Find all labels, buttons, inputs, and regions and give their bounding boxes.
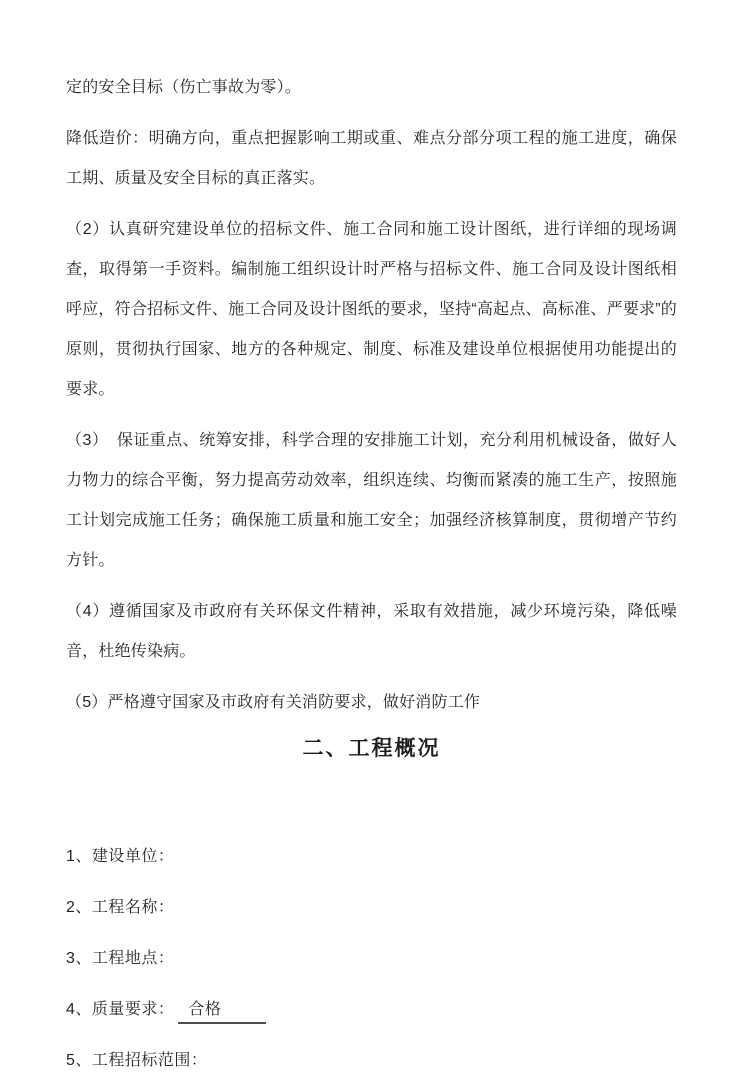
info-item-project-location [66, 944, 677, 974]
section-heading-project-overview: 二、工程概况 [302, 737, 441, 760]
info-item-label: 1、建设单位： [66, 848, 175, 865]
info-item-quality-requirement [66, 995, 677, 1025]
paragraph-cost-reduction: 降低造价：明确方向，重点把握影响工期或重、难点分部分项工程的施工进度，确保工期、质量及安全目标的真正落实。 [66, 130, 677, 187]
quality-requirement-value: 合格 [178, 998, 266, 1024]
paragraph-item-3: （3） 保证重点、统筹安排，科学合理的安排施工计划，充分利用机械设备，做好人力物力的综合平衡，努力提高劳动效率，组织连续、均衡而紧凑的施工生产，按照施工计划完成施工任务；确保施工质量和施工安全；加强经济核算制度，贯彻增产节约方针。 [66, 432, 677, 569]
project-info-list [66, 842, 677, 1076]
paragraph-item-2: （2）认真研究建设单位的招标文件、施工合同和施工设计图纸，进行详细的现场调查，取得第一手资料。编制施工组织设计时严格与招标文件、施工合同及设计图纸相呼应，符合招标文件、施工合同及设计图纸的要求，坚持“高起点、高标准、严要求”的原则，贯彻执行国家、地方的各种规定、制度、标准及建设单位根据使用功能提出的要求。 [66, 221, 677, 398]
info-item-label: 4、质量要求： [66, 1001, 175, 1018]
paragraph-safety-goal: 定的安全目标（伤亡事故为零）。 [66, 79, 302, 96]
info-item-bidding-scope [66, 1046, 677, 1076]
info-item-label: 2、工程名称： [66, 899, 175, 916]
info-item-label: 3、工程地点： [66, 950, 175, 967]
paragraph-item-5: （5）严格遵守国家及市政府有关消防要求，做好消防工作 [66, 694, 481, 711]
info-item-label: 5、工程招标范围： [66, 1052, 208, 1069]
paragraph-item-4: （4）遵循国家及市政府有关环保文件精神，采取有效措施，减少环境污染，降低噪音，杜绝传染病。 [66, 603, 677, 660]
info-item-construction-unit [66, 842, 677, 872]
info-item-project-name [66, 893, 677, 923]
